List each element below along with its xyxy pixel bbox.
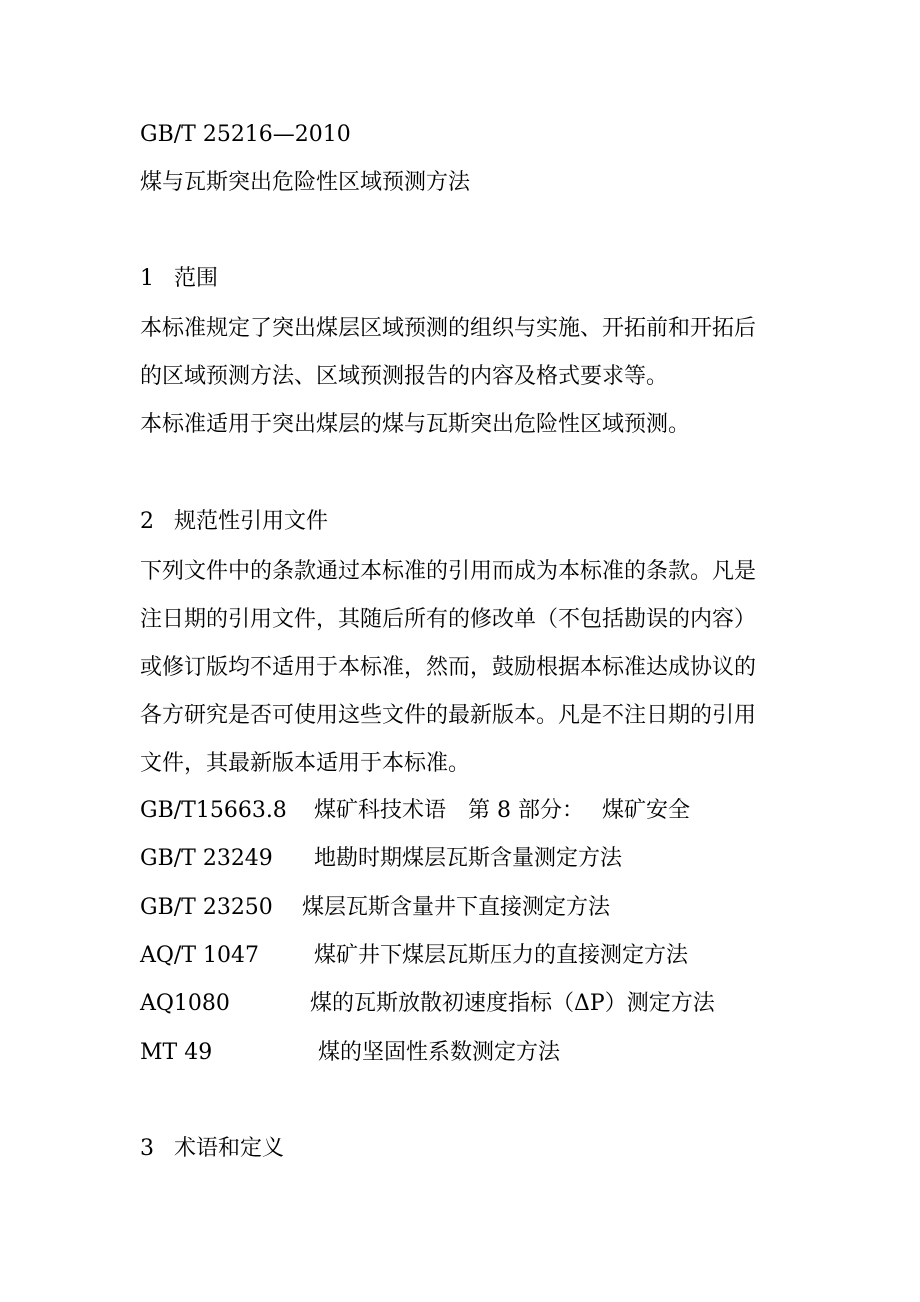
section-title: 范围 (174, 266, 219, 291)
reference-title: 地勘时期煤层瓦斯含量测定方法 (314, 846, 623, 871)
paragraph-line: 各方研究是否可使用这些文件的最新版本。凡是不注日期的引用 (140, 703, 757, 728)
section-title: 术语和定义 (174, 1136, 285, 1161)
paragraph-line: 文件，其最新版本适用于本标准。 (140, 751, 471, 776)
reference-code: AQ1080 (140, 991, 230, 1016)
paragraph-line: 或修订版均不适用于本标准，然而，鼓励根据本标准达成协议的 (140, 655, 757, 680)
reference-title: 煤矿科技术语 第 8 部分： 煤矿安全 (314, 798, 690, 823)
reference-title: 煤层瓦斯含量井下直接测定方法 (302, 895, 611, 920)
paragraph-line: 本标准适用于突出煤层的煤与瓦斯突出危险性区域预测。 (140, 412, 691, 437)
paragraph-line: 的区域预测方法、区域预测报告的内容及格式要求等。 (140, 364, 669, 389)
reference-code: GB/T 23249 (140, 846, 273, 871)
paragraph-line: 注日期的引用文件，其随后所有的修改单（不包括勘误的内容） (140, 607, 757, 632)
reference-title: 煤矿井下煤层瓦斯压力的直接测定方法 (314, 943, 689, 968)
section-2-heading (140, 507, 328, 537)
reference-code: AQ/T 1047 (140, 943, 259, 968)
section-1-heading (140, 264, 218, 294)
section-3-heading (140, 1134, 284, 1164)
standard-code: GB/T 25216—2010 (140, 122, 351, 147)
document-title: 煤与瓦斯突出危险性区域预测方法 (140, 170, 471, 195)
reference-code: GB/T 23250 (140, 895, 273, 920)
section-number: 2 (140, 509, 154, 534)
section-number: 3 (140, 1136, 154, 1161)
paragraph-line: 本标准规定了突出煤层区域预测的组织与实施、开拓前和开拓后 (140, 316, 757, 341)
reference-title: 煤的瓦斯放散初速度指标（ΔP）测定方法 (310, 991, 715, 1016)
section-title: 规范性引用文件 (174, 509, 329, 534)
paragraph-line: 下列文件中的条款通过本标准的引用而成为本标准的条款。凡是 (140, 559, 757, 584)
reference-code: MT 49 (140, 1040, 213, 1065)
reference-title: 煤的坚固性系数测定方法 (318, 1040, 561, 1065)
section-number: 1 (140, 266, 154, 291)
reference-code: GB/T15663.8 (140, 798, 287, 823)
